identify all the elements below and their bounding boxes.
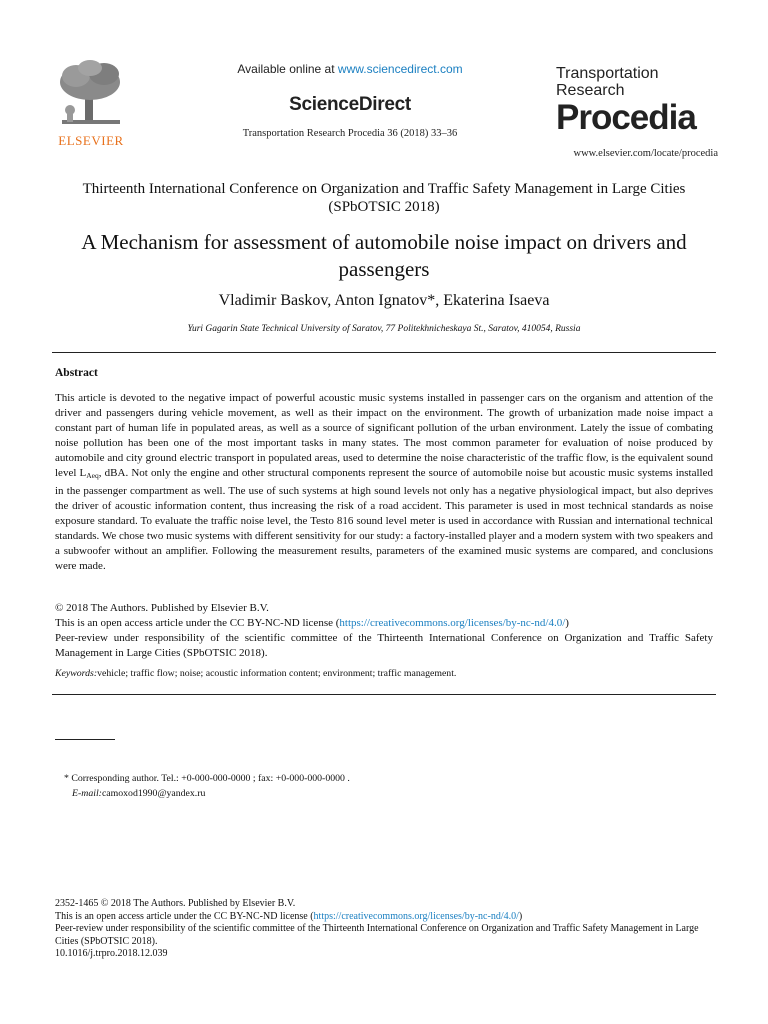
- conference-name: Thirteenth International Conference on Organization and Traffic Safety Management in Large Cities (SPbOTSIC 2018): [82, 181, 686, 215]
- footnote-rule: [55, 739, 115, 740]
- journal-logo-line3: Procedia: [556, 98, 696, 137]
- open-access-suffix: ): [565, 617, 569, 629]
- available-prefix: Available online at: [237, 62, 338, 76]
- journal-logo-line1: Transportation: [556, 65, 659, 82]
- license-link[interactable]: https://creativecommons.org/licenses/by-nc-nd/4.0/: [339, 617, 566, 629]
- bottom-license-link[interactable]: https://creativecommons.org/licenses/by-nc-nd/4.0/: [313, 910, 519, 922]
- keywords: [55, 668, 713, 679]
- abstract-heading: Abstract: [55, 367, 98, 379]
- email-line: [72, 788, 205, 799]
- sciencedirect-link[interactable]: www.sciencedirect.com: [337, 62, 463, 76]
- journal-url[interactable]: www.elsevier.com/locate/procedia: [573, 148, 718, 159]
- bottom-peer-review: Peer-review under responsibility of the scientific committee of the Thirteenth International Conference on Organization and Traffic Safety Management in Large Cities (SPbOTSIC 2018).: [55, 923, 699, 947]
- abstract-text: [55, 391, 713, 574]
- abstract-text-part2: , dBA. Not only the engine and other structural components represent the source of automobile noise but acoustic music systems installed in the passenger compartment as well. The use of such systems at high sound levels not only has a negative physiological impact, but also deprives the driver of acoustic information content, thus increasing the risk of a road accident. This parameter is used in most technical standards as noise exposure standard. To evaluate the traffic noise level, the Testo 816 sound level meter is used in accordance with Russian and international technical standards. We chose two music systems with different sensitivity for our study: a factory-installed player and a modern system with two speakers and a subwoofer without an amplifier. Following the measurement results, parameters of the examined music systems are compared, and conclusions were made.: [55, 467, 713, 573]
- abstract-text-part1: This article is devoted to the negative impact of powerful acoustic music systems installed in passenger cars on the organism and attention of the driver and passengers during vehicle movement, as well as their impact on the environment. The growth of urbanization made noise impact a constant part of human life in populated areas, as well as a source of significant pollution of the urban environment. Lately the issue of combating noise pollution has been one of the most important tasks in many states. The most common parameter for evaluation of noise produced by automobile and city ground electric transport in populated areas, used to determine the noise characteristic of the traffic flow, is the equivalent sound level L: [55, 392, 713, 480]
- bottom-open-access-prefix: This is an open access article under the CC BY-NC-ND license (: [55, 910, 314, 922]
- divider-top: [52, 352, 716, 353]
- peer-review-line: Peer-review under responsibility of the scientific committee of the Thirteenth International Conference on Organization and Traffic Safety Management in Large Cities (SPbOTSIC 2018).: [55, 632, 713, 659]
- keywords-label: Keywords:: [55, 668, 98, 679]
- divider-bottom: [52, 694, 716, 695]
- email-label: E-mail:: [72, 788, 102, 799]
- open-access-line: [55, 616, 713, 631]
- license-block: [55, 601, 713, 661]
- available-online: [200, 62, 500, 76]
- email-address[interactable]: camoxod1990@yandex.ru: [101, 788, 206, 799]
- bottom-info: [55, 898, 720, 961]
- issn-line: 2352-1465 © 2018 The Authors. Published by Elsevier B.V.: [55, 898, 296, 909]
- keywords-text: vehicle; traffic flow; noise; acoustic information content; environment; traffic management.: [97, 668, 457, 679]
- doi[interactable]: 10.1016/j.trpro.2018.12.039: [55, 948, 168, 959]
- elsevier-wordmark: ELSEVIER: [58, 133, 124, 148]
- bottom-open-access-line: [55, 911, 720, 924]
- affiliation: Yuri Gagarin State Technical University of Saratov, 77 Politekhnicheskaya St., Saratov, 410054, Russia: [187, 324, 581, 334]
- corresponding-author: * Corresponding author. Tel.: +0-000-000-0000 ; fax: +0-000-000-0000 .: [64, 773, 350, 784]
- journal-reference: Transportation Research Procedia 36 (2018) 33–36: [242, 128, 458, 139]
- sciencedirect-brand: ScienceDirect: [289, 94, 411, 115]
- paper-title: A Mechanism for assessment of automobile noise impact on drivers and passengers: [81, 230, 687, 281]
- open-access-prefix: This is an open access article under the CC BY-NC-ND license (: [55, 617, 340, 629]
- bottom-open-access-suffix: ): [518, 910, 523, 922]
- author-list: Vladimir Baskov, Anton Ignatov*, Ekaterina Isaeva: [218, 292, 550, 309]
- journal-logo: [556, 65, 726, 147]
- copyright-line: © 2018 The Authors. Published by Elsevier B.V.: [55, 602, 269, 614]
- journal-logo-line2: Research: [556, 82, 625, 99]
- abstract-subscript: Aeq: [86, 471, 99, 481]
